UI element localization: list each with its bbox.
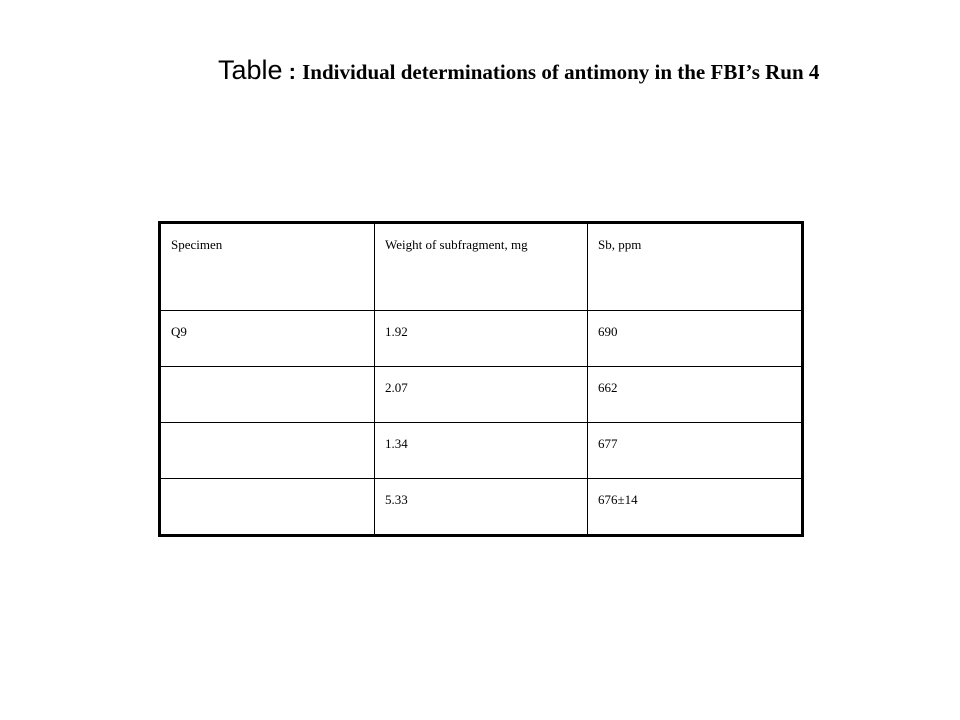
header-cell-sb: Sb, ppm: [588, 223, 803, 311]
cell-weight: 5.33: [375, 479, 588, 536]
page-title: [218, 50, 898, 90]
antimony-table: [158, 221, 804, 537]
cell-specimen: Q9: [160, 311, 375, 367]
cell-weight: 1.92: [375, 311, 588, 367]
cell-weight: 1.34: [375, 423, 588, 479]
table-row: [160, 311, 803, 367]
header-cell-specimen: Specimen: [160, 223, 375, 311]
table-header-row: [160, 223, 803, 311]
cell-specimen: [160, 423, 375, 479]
table-row: [160, 479, 803, 536]
title-text: Individual determinations of antimony in the FBI’s Run 4: [302, 60, 820, 84]
cell-weight: 2.07: [375, 367, 588, 423]
title-prefix: Table: [218, 55, 283, 85]
cell-sb: 676±14: [588, 479, 803, 536]
title-colon: :: [282, 59, 303, 84]
header-cell-weight: Weight of subfragment, mg: [375, 223, 588, 311]
cell-specimen: [160, 367, 375, 423]
cell-sb: 662: [588, 367, 803, 423]
cell-specimen: [160, 479, 375, 536]
cell-sb: 690: [588, 311, 803, 367]
table-row: [160, 423, 803, 479]
cell-sb: 677: [588, 423, 803, 479]
table-row: [160, 367, 803, 423]
